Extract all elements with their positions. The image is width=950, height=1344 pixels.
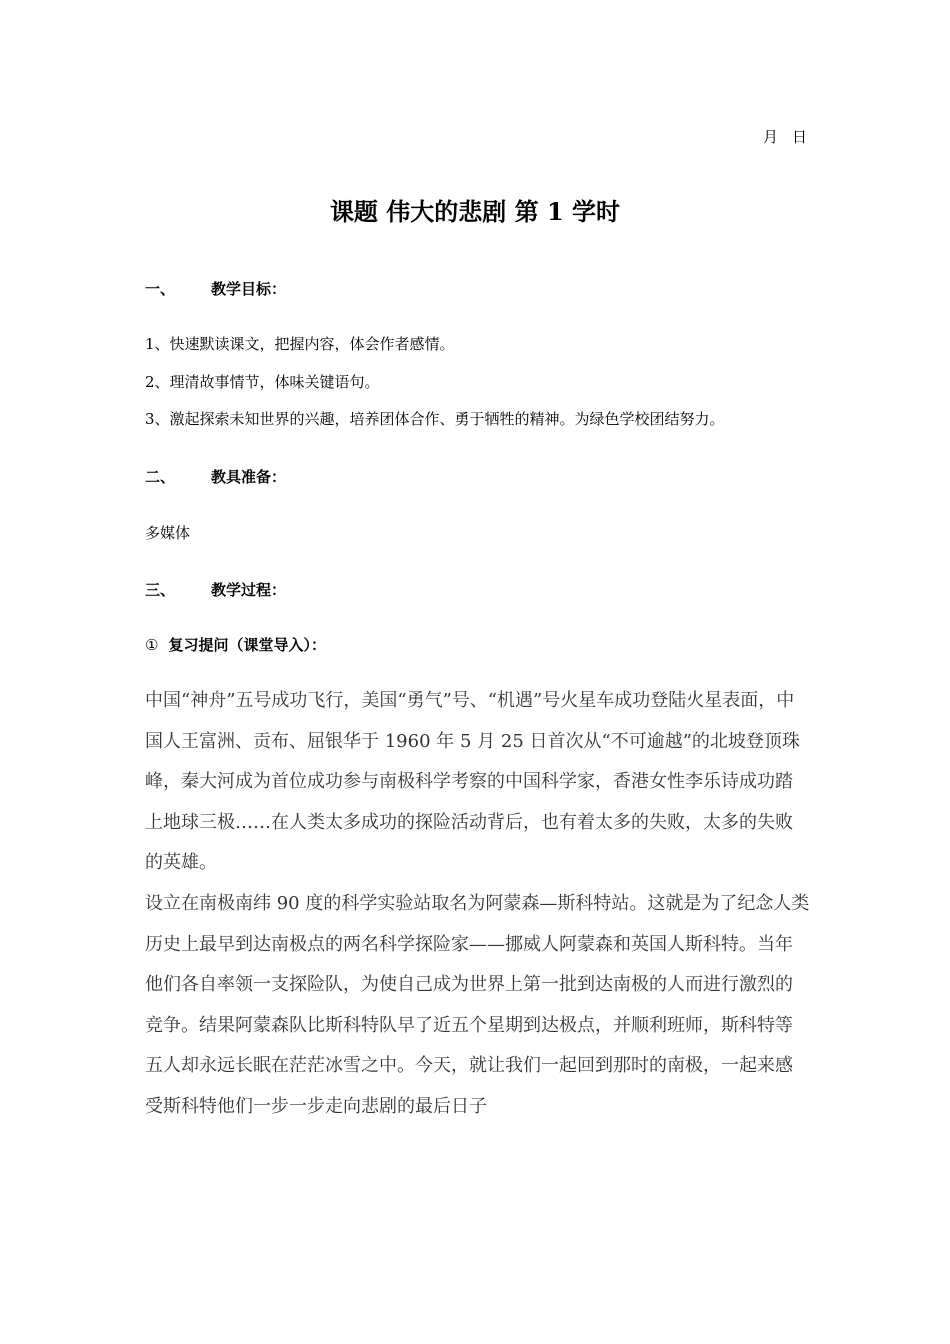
section-label: 教学过程：	[211, 581, 287, 599]
objective-item: 2、理清故事情节，体味关键语句。	[145, 373, 380, 391]
section-label: 教学目标：	[211, 280, 287, 298]
month-label: 月	[762, 128, 778, 146]
section-number: 一、	[145, 280, 176, 298]
section-heading-process	[145, 579, 286, 600]
section-heading-tools	[145, 466, 286, 487]
step-marker: ①	[145, 636, 159, 654]
body-paragraph: 设立在南极南纬 90 度的科学实验站取名为阿蒙森—斯科特站。这就是为了纪念人类历史上最早到达南极点的两名科学探险家——挪威人阿蒙森和英国人斯科特。当年他们各自率领一支探险队，为使自己成为世界上第一批到达南极的人而进行激烈的竞争。结果阿蒙森队比斯科特队早了近五个星期到达极点，并顺利班师，斯科特等五人却永远长眠在茫茫冰雪之中。今天，就让我们一起回到那时的南极，一起来感受斯科特他们一步一步走向悲剧的最后日子	[145, 893, 810, 1117]
section-number: 二、	[145, 468, 176, 486]
body-paragraph: 中国“神舟”五号成功飞行，美国“勇气”号、“机遇”号火星车成功登陆火星表面，中国人王富洲、贡布、屈银华于 1960 年 5 月 25 日首次从“不可逾越”的北坡登顶珠峰，秦大河成为首位成功参与南极科学考察的中国科学家，香港女性李乐诗成功踏上地球三极……在人类太多成功的探险活动背后，也有着太多的失败，太多的失败的英雄。	[145, 690, 800, 873]
section-label: 教具准备：	[211, 468, 287, 486]
step-heading	[145, 634, 326, 655]
objective-item: 1、快速默读课文，把握内容，体会作者感情。	[145, 335, 455, 353]
day-label: 日	[791, 128, 807, 146]
page-title: 课题 伟大的悲剧 第 1 学时	[329, 197, 621, 226]
objective-item: 3、激起探索未知世界的兴趣，培养团体合作、勇于牺牲的精神。为绿色学校团结努力。	[145, 410, 725, 428]
step-label: 复习提问（课堂导入）：	[168, 636, 326, 654]
section-heading-objectives	[145, 278, 286, 299]
tools-text: 多媒体	[145, 524, 191, 542]
section-number: 三、	[145, 581, 176, 599]
date-line	[763, 126, 807, 147]
